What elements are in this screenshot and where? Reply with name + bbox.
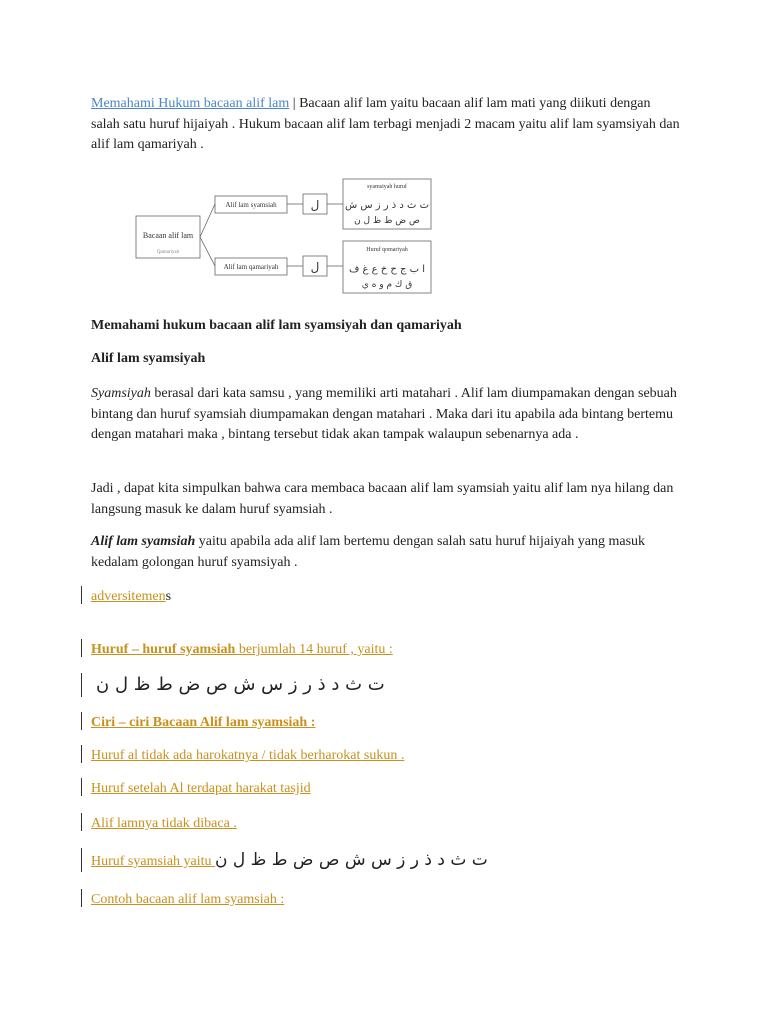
ciri-item-4-link[interactable]: Huruf syamsiah yaitu <box>91 854 216 869</box>
ciri-item-1 <box>91 746 681 767</box>
arabic-letters-line: ت ث د ذ ر ز س ش ص ض ط ظ ل ن <box>96 674 385 695</box>
ciri-item-4 <box>91 848 681 874</box>
advert-link[interactable]: adversitemen <box>91 589 166 604</box>
paragraph-1-text: berasal dari kata samsu , yang memiliki arti matahari . Alif lam diumpamakan dengan sebuah bintang dan huruf syamsiah diumpamakan dengan matahari . Maka dari itu apabila ada bintang bertemu dengan matahari maka , bintang tersebut tidak akan tampak walaupun sebenarnya ada . <box>91 386 677 442</box>
ciri-item-3-link[interactable]: Alif lamnya tidak dibaca . <box>91 816 237 831</box>
lam-glyph-top: ل <box>310 198 320 212</box>
paragraph-definition <box>91 532 681 573</box>
alif-lam-diagram <box>135 176 435 298</box>
text-cursor-marker <box>81 889 82 907</box>
ciri-heading-link[interactable]: Ciri – ciri Bacaan Alif lam syamsiah : <box>91 715 316 730</box>
lam-glyph-bottom: ل <box>310 260 320 274</box>
text-cursor-marker <box>81 778 82 796</box>
advert-line <box>91 587 681 608</box>
ciri-heading-line <box>91 713 681 734</box>
syamsiyah-letters-2: ص ض ط ظ ل ن <box>354 216 420 226</box>
ciri-item-4-arabic: ت ث د ذ ر ز س ش ص ض ط ظ ل ن <box>215 850 488 870</box>
text-cursor-marker <box>81 673 82 697</box>
definition-term: Alif lam syamsiah <box>91 534 196 549</box>
ciri-item-2-link[interactable]: Huruf setelah Al terdapat harakat tasjid <box>91 781 311 796</box>
ciri-item-3 <box>91 814 681 835</box>
text-cursor-marker <box>81 813 82 831</box>
huruf-count-rest: berjumlah 14 huruf , yaitu : <box>235 642 393 657</box>
huruf-count-link[interactable] <box>91 642 393 657</box>
intro-link[interactable]: Memahami Hukum bacaan alif lam <box>91 96 290 111</box>
sub-heading: Alif lam syamsiyah <box>91 351 206 366</box>
qomariyah-letters-1: ا ب ج ح خ ع غ ف <box>348 264 426 275</box>
intro-text: | Bacaan alif lam yaitu bacaan alif lam mati yang diikuti dengan salah satu huruf hijaiyah . Hukum bacaan alif lam terbagi menjadi 2 macam yaitu alif lam syamsiyah dan alif lam qamariyah . <box>91 96 680 152</box>
text-cursor-marker <box>81 586 82 604</box>
qomariyah-box-title: Huruf qomariyah <box>366 247 408 253</box>
text-cursor-marker <box>81 848 82 872</box>
syamsiyah-italic: Syamsiyah <box>91 386 151 401</box>
ciri-item-2 <box>91 779 681 800</box>
intro-paragraph <box>91 94 681 156</box>
branch-top-label: Alif lam syamsiah <box>225 201 277 209</box>
huruf-count-line <box>91 640 681 661</box>
text-cursor-marker <box>81 639 82 657</box>
paragraph-syamsiyah <box>91 384 681 446</box>
text-cursor-marker <box>81 712 82 730</box>
qomariyah-letters-2: ق ك م و ه ي <box>361 280 413 290</box>
root-label: Bacaan alif lam <box>142 231 194 240</box>
ciri-item-5-link[interactable]: Contoh bacaan alif lam syamsiah : <box>91 892 285 907</box>
syamsiyah-letters-1: ت ث د ذ ر ز س ش <box>344 200 430 211</box>
ciri-item-1-link[interactable]: Huruf al tidak ada harokatnya / tidak berharokat sukun . <box>91 748 405 763</box>
paragraph-conclusion: Jadi , dapat kita simpulkan bahwa cara membaca bacaan alif lam syamsiah yaitu alif lam nya hilang dan langsung masuk ke dalam huruf syamsiah . <box>91 481 674 517</box>
main-heading: Memahami hukum bacaan alif lam syamsiyah dan qamariyah <box>91 318 462 333</box>
text-cursor-marker <box>81 745 82 763</box>
syamsiyah-box-title: syamsiyah huruf <box>367 184 407 190</box>
advert-suffix: s <box>165 589 172 604</box>
huruf-count-bold: Huruf – huruf syamsiah <box>91 642 236 657</box>
ciri-item-5 <box>91 890 681 911</box>
paragraph-3-text: yaitu apabila ada alif lam bertemu dengan salah satu huruf hijaiyah yang masuk kedalam golongan huruf syamsiyah . <box>91 534 646 570</box>
branch-bottom-label: Alif lam qamariyah <box>223 263 279 271</box>
root-sub: Qamariyah <box>156 250 180 255</box>
